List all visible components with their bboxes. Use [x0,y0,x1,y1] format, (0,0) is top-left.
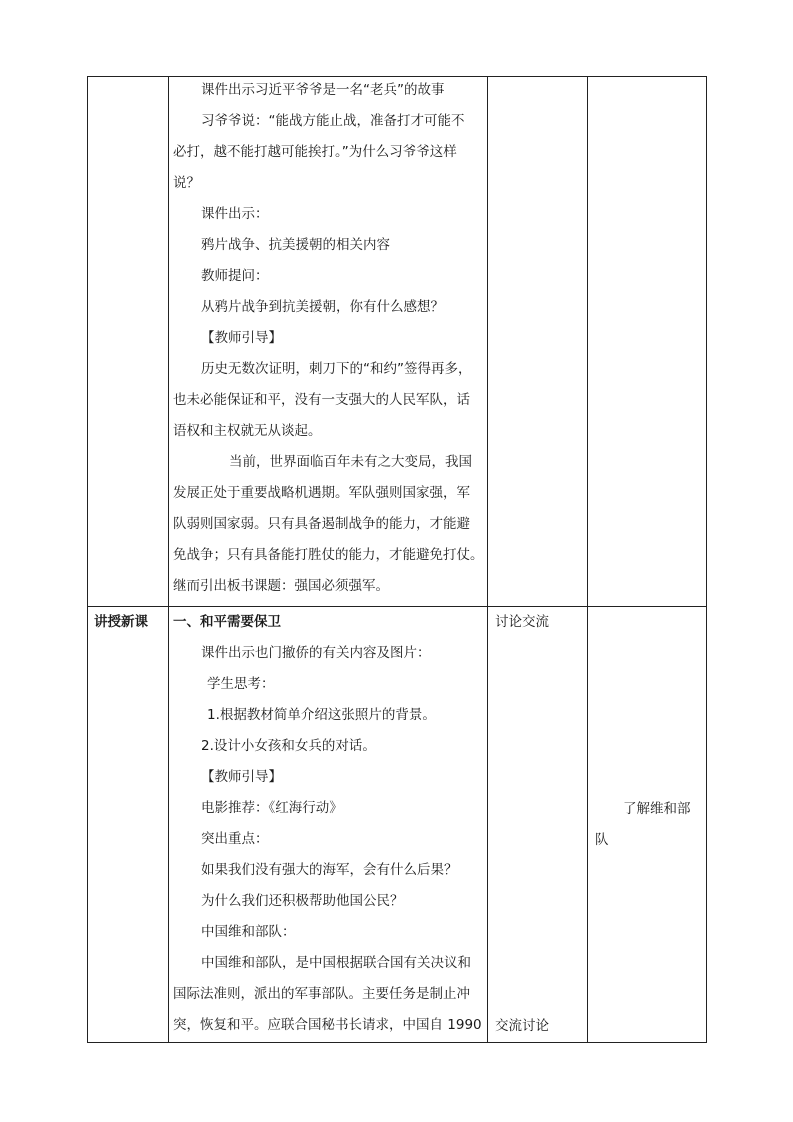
table-border-col2 [487,76,488,1043]
paragraph-line: 1.根据教材简单介绍这张照片的背景。 [207,707,436,723]
stage-label-text: 讲授新课 [94,614,148,630]
paragraph-line: 中国维和部队，是中国根据联合国有关决议和 [201,955,471,971]
paragraph-line: 课件出示： [201,206,269,222]
paragraph-line: 习爷爷说：“能战方能止战，准备打才可能不 [201,113,465,129]
paragraph-line: 鸦片战争、抗美援朝的相关内容 [201,237,390,253]
student-activity-text: 讨论交流 [495,614,549,630]
section-heading: 一、和平需要保卫 [173,614,281,630]
paragraph-line: 发展正处于重要战略机遇期。军队强则国家强，军 [173,485,470,501]
design-intent-line: 了解维和部 [623,801,691,817]
paragraph-line: 当前，世界面临百年未有之大变局，我国 [229,454,472,470]
paragraph-line: 中国维和部队： [201,924,296,940]
paragraph-line: 课件出示也门撤侨的有关内容及图片： [201,645,431,661]
top-content-cell [173,75,485,602]
paragraph-line: 必打，越不能打越可能挨打。”为什么习爷爷这样 [173,144,457,160]
paragraph-line: 从鸦片战争到抗美援朝，你有什么感想？ [201,299,444,315]
paragraph-line: 突出重点： [201,831,269,847]
paragraph-line: 免战争；只有具备能打胜仗的能力，才能避免打仗。 [173,547,484,563]
table-border-col1 [168,76,169,1043]
paragraph-line: 历史无数次证明，刺刀下的“和约”签得再多， [201,361,472,377]
student-activity-top [495,607,549,638]
student-activity-bottom [495,1011,549,1042]
paragraph-line: 说？ [173,175,200,191]
table-border-col3 [587,76,588,1043]
paragraph-line: 电影推荐：《红海行动》 [201,800,343,816]
paragraph-line: 如果我们没有强大的海军，会有什么后果？ [201,862,458,878]
paragraph-line: 学生思考： [207,676,275,692]
paragraph-line: 为什么我们还积极帮助他国公民？ [201,893,404,909]
new-content-cell [173,607,485,1041]
paragraph-line: 教师提问： [201,268,269,284]
stage-label [94,607,148,638]
paragraph-line: 2.设计小女孩和女兵的对话。 [201,738,376,754]
paragraph-line: 也未必能保证和平，没有一支强大的人民军队，话 [173,392,470,408]
paragraph-line: 【教师引导】 [201,769,282,785]
paragraph-line: 队弱则国家弱。只有具备遏制战争的能力，才能避 [173,516,470,532]
paragraph-line: 语权和主权就无从谈起。 [173,423,322,439]
paragraph-line: 国际法准则，派出的军事部队。主要任务是制止冲 [173,986,470,1002]
table-border-right [706,76,707,1043]
table-border-bottom [87,1042,706,1043]
paragraph-line: 课件出示习近平爷爷是一名“老兵”的故事 [201,82,445,98]
student-activity-text: 交流讨论 [495,1018,549,1034]
paragraph-line: 继而引出板书课题：强国必须强军。 [173,578,389,594]
design-intent-cell [595,794,703,856]
table-border-left [87,76,88,1043]
paragraph-line: 【教师引导】 [201,330,282,346]
design-intent-line: 队 [595,832,609,848]
paragraph-line: 突，恢复和平。应联合国秘书长请求，中国自 1990 [173,1017,482,1033]
